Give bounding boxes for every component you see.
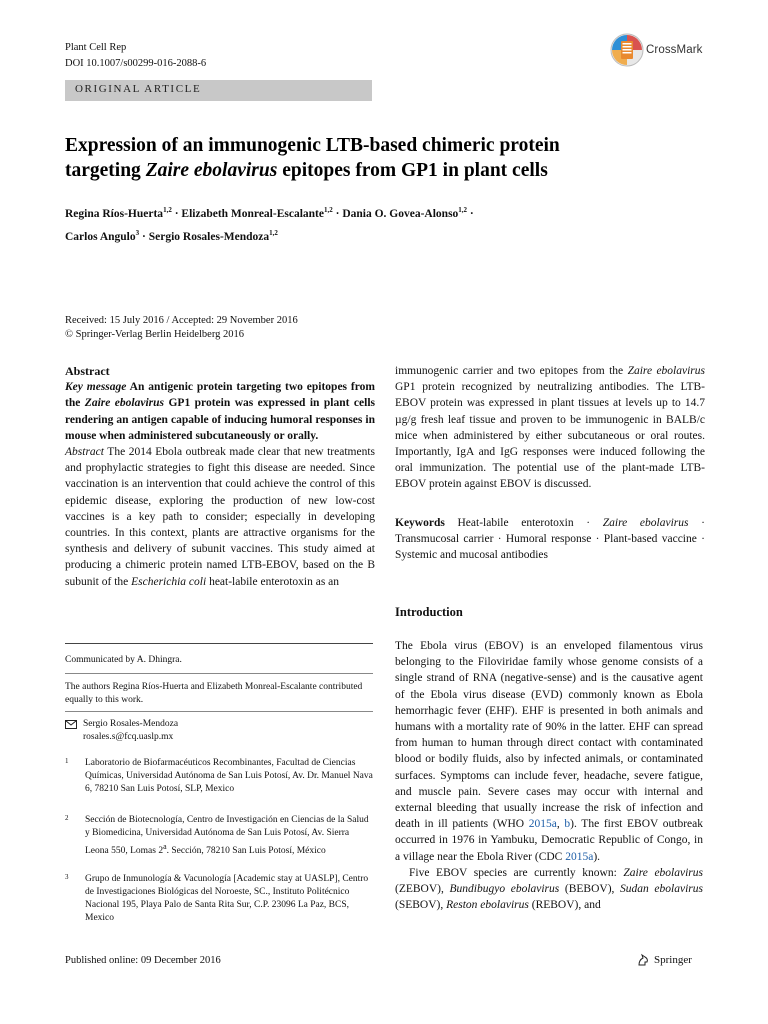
affiliation-1 — [65, 757, 373, 796]
corresponding-name: Sergio Rosales-Mendoza — [83, 719, 179, 729]
title-line-1: Expression of an immunogenic LTB-based chimeric protein — [65, 135, 560, 156]
abstract-text: immunogenic carrier and two epitopes from the — [395, 365, 628, 377]
author-separator: · — [332, 207, 343, 220]
affiliation-number: 1 — [65, 757, 69, 765]
equal-contribution-note: The authors Regina Ríos-Huerta and Elizabeth Monreal-Escalante contributed equally to this work. — [65, 682, 363, 705]
title-text: targeting — [65, 160, 146, 181]
footnote-divider — [65, 673, 373, 674]
key-message-text: GP1 protein was expressed in plant cells rendering an antigen capable of inducing humoral responses in mouse when administered subcutaneously or orally. — [65, 397, 375, 442]
species-name: Zaire ebolavirus — [84, 397, 165, 410]
article-title — [65, 133, 705, 183]
author-affil: 1,2 — [269, 228, 278, 237]
intro-text: ). — [593, 850, 601, 863]
author-affil: 3 — [135, 228, 140, 237]
author-separator: · — [139, 230, 149, 243]
introduction-body — [395, 638, 703, 913]
keyword-species: Zaire ebolavirus — [602, 516, 689, 529]
envelope-icon — [65, 720, 77, 729]
publisher-name: Springer — [654, 954, 692, 966]
species-name: Sudan ebolavirus — [620, 883, 703, 896]
author-list — [65, 201, 715, 247]
author-name[interactable]: Carlos Angulo — [65, 230, 136, 243]
author-name[interactable]: Elizabeth Monreal-Escalante — [181, 207, 324, 220]
article-type-band — [65, 80, 372, 101]
abstract-heading: Abstract — [65, 364, 110, 378]
doi-link[interactable]: DOI 10.1007/s00299-016-2088-6 — [65, 58, 207, 69]
title-species: Zaire ebolavirus — [145, 160, 278, 181]
key-message — [65, 379, 375, 444]
affiliation-3 — [65, 873, 373, 925]
published-online: Published online: 09 December 2016 — [65, 955, 221, 966]
affiliation-part: Sección de Biotecnología, Centro de Investigación en Ciencias de la Salud y Biomedicina, Universidad Autónoma de San Luis Potosí, Av. Sierra Leona 550, Lomas 2 — [85, 815, 369, 857]
affiliation-number: 2 — [65, 814, 69, 822]
affiliation-2 — [65, 814, 373, 858]
intro-text: (ZEBOV), — [395, 883, 450, 896]
footnote-divider — [65, 711, 373, 712]
received-accepted: Received: 15 July 2016 / Accepted: 29 November 2016 — [65, 315, 298, 326]
affiliation-part: . Sección, 78210 San Luis Potosí, México — [166, 846, 326, 857]
article-dates — [65, 314, 298, 342]
author-name[interactable]: Regina Ríos-Huerta — [65, 207, 164, 220]
author-affil: 1,2 — [323, 206, 333, 214]
author-separator: · — [171, 207, 182, 220]
key-message-text: An antigenic protein targeting two epitopes from the — [65, 381, 375, 410]
author-line-1 — [65, 201, 715, 224]
abstract-continued — [395, 363, 705, 493]
intro-text: (SEBOV), — [395, 899, 447, 912]
abstract-label: Abstract — [65, 446, 104, 459]
crossmark-badge[interactable] — [610, 33, 710, 69]
intro-text: ). The first EBOV outbreak occurred in 1976 in Yambuku, Democratic Republic of Congo, in a village near the Ebola River (CDC — [395, 818, 703, 863]
citation-link[interactable]: b — [564, 818, 571, 831]
affiliation-text — [85, 814, 373, 858]
abstract-text: The 2014 Ebola outbreak made clear that new treatments and prophylactic strategies to fight this disease are needed. Since vaccination is an intervention that could achieve the control of this epidemic disease, exploring the production of new low-cost vaccines is a key path to consider; especially in developing countries. In this context, plants are attractive organisms for the synthesis and delivery of subunit vaccines. This study aimed at producing a chimeric protein named LTB-EBOV, based on the B subunit of the — [65, 446, 375, 588]
abstract-text: GP1 protein recognized by neutralizing antibodies. The LTB-EBOV protein was expressed in plant tissues at levels up to 14.7 µg/g fresh leaf tissue and proven to be immunogenic in BALB/c mice when administered by either subcutaneous or oral routes. Importantly, IgA and IgG responses were induced following the oral immunization. The potential use of the plant-made LTB-EBOV protein against EBOV is discussed. — [395, 381, 705, 491]
affiliation-number: 3 — [65, 873, 69, 881]
author-separator: · — [467, 207, 474, 220]
crossmark-label: CrossMark — [646, 44, 703, 56]
abstract-text: heat-labile enterotoxin as an — [206, 575, 340, 588]
affiliation-text: Laboratorio de Biofarmacéuticos Recombinantes, Facultad de Ciencias Químicas, Universidad Autónoma de San Luis Potosí, Av. Dr. Manuel Nava 6, 78210 San Luis Potosí, SLP, Mexico — [85, 758, 373, 794]
species-name: Zaire ebolavirus — [627, 365, 705, 377]
species-name: Escherichia coli — [131, 575, 207, 588]
article-type-label: ORIGINAL ARTICLE — [75, 83, 202, 95]
citation-link[interactable]: 2015a — [528, 818, 557, 831]
author-affil: 1,2 — [163, 206, 172, 214]
intro-text: (BEBOV), — [559, 883, 621, 896]
abstract-left — [65, 363, 375, 590]
abstract-right — [395, 363, 705, 563]
journal-header — [65, 40, 206, 72]
keyword-text: · Transmucosal carrier · Humoral response · Plant-based vaccine · Systemic and mucosal antibodies — [395, 516, 705, 562]
author-line-2 — [65, 224, 715, 247]
affiliation-sup: a — [163, 842, 167, 851]
author-name[interactable]: Sergio Rosales-Mendoza — [148, 230, 270, 243]
keywords-label: Keywords — [395, 516, 445, 529]
communicated-note: Communicated by A. Dhingra. — [65, 655, 182, 665]
keyword-text: Heat-labile enterotoxin · — [444, 516, 603, 529]
intro-text: , — [556, 818, 565, 831]
abstract-body — [65, 444, 375, 590]
author-name[interactable]: Dania O. Govea-Alonso — [342, 207, 459, 220]
intro-paragraph-1 — [395, 638, 703, 865]
citation-link[interactable]: 2015a — [565, 850, 594, 863]
introduction-heading: Introduction — [395, 605, 463, 619]
footnote-divider — [65, 643, 373, 644]
keywords — [395, 515, 705, 564]
crossmark-icon — [610, 33, 644, 67]
corresponding-email[interactable]: rosales.s@fcq.uaslp.mx — [83, 732, 174, 742]
journal-name: Plant Cell Rep — [65, 42, 127, 53]
springer-horse-icon — [636, 953, 650, 967]
author-affil: 1,2 — [458, 206, 468, 214]
species-name: Bundibugyo ebolavirus — [449, 883, 560, 896]
intro-text: Five EBOV species are currently known: — [409, 866, 624, 879]
affiliation-text: Grupo de Inmunología & Vacunología [Academic stay at UASLP], Centro de Investigaciones Biológicas del Noroeste, SC., Instituto Politécnico Nacional 195, Playa Palo de Santa Rita Sur, C.P. 23096 La Paz, BCS, Mexico — [85, 874, 369, 923]
intro-text: (REBOV), and — [528, 899, 601, 912]
intro-paragraph-2 — [395, 865, 703, 914]
copyright: © Springer-Verlag Berlin Heidelberg 2016 — [65, 329, 245, 340]
title-text: epitopes from GP1 in plant cells — [277, 160, 548, 181]
species-name: Zaire ebolavirus — [623, 866, 703, 879]
publisher-logo — [636, 953, 692, 967]
corresponding-author — [65, 718, 373, 744]
species-name: Reston ebolavirus — [446, 899, 529, 912]
key-message-label: Key message — [65, 381, 127, 394]
intro-text: The Ebola virus (EBOV) is an enveloped filamentous virus belonging to the Filoviridae family whose genome consists of a single strand of RNA (negative-sense) and is the causative agent of the Ebola virus disease (EVD) commonly known as Ebola hemorrhagic fever (EHF). EHF is presented in both animals and humans with a mortality rate of 90% in the latter. EHF can spread from human to human through direct contact with contaminated blood or bodily fluids, also by infected animals, or contaminated surfaces. Symptoms can include fever, headache, severe fatigue, and muscle pain. Severe cases may occur with internal and external bleeding that usually increase the risk of infection and death in ill patients (WHO — [395, 640, 703, 831]
title-line-2 — [65, 158, 705, 183]
